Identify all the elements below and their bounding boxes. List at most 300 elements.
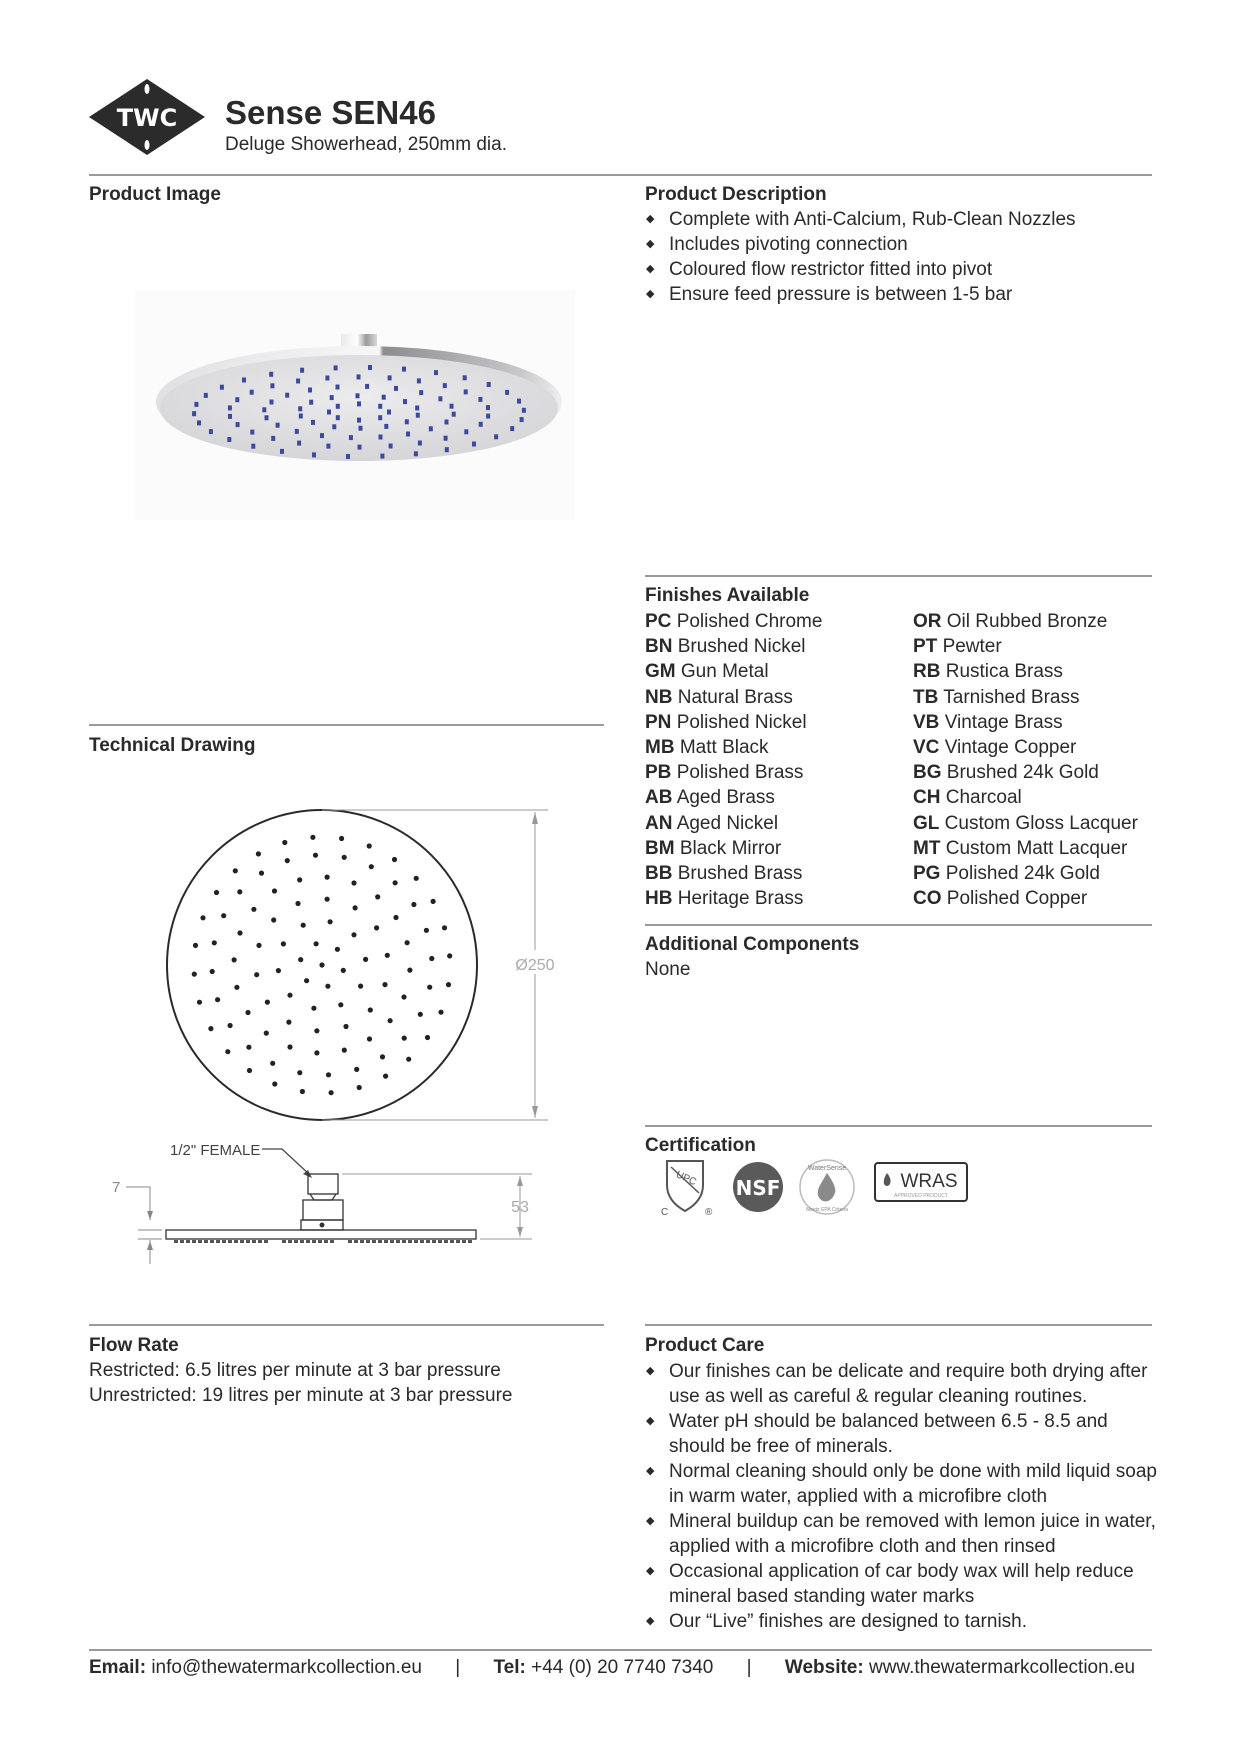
email-label: Email: <box>89 1657 147 1678</box>
nozzle-hole <box>228 1023 233 1028</box>
nozzle <box>472 442 476 447</box>
wras-sub: APPROVED PRODUCT <box>894 1193 948 1199</box>
nozzle <box>358 445 362 450</box>
finish-name: Vintage Copper <box>944 737 1077 759</box>
nozzle <box>280 449 284 454</box>
nozzle <box>380 454 384 459</box>
nozzle <box>297 441 301 446</box>
nozzle-hole <box>221 913 226 918</box>
nozzle <box>270 383 274 388</box>
side-nozzle <box>414 1240 418 1243</box>
side-nozzle <box>402 1240 406 1243</box>
finish-code: PT <box>913 636 938 658</box>
finish-name: Vintage Brass <box>944 711 1063 733</box>
nozzle-hole <box>374 925 379 930</box>
finish-item <box>645 861 822 886</box>
nozzle <box>276 423 280 428</box>
nozzle <box>357 374 361 379</box>
nozzle <box>269 372 273 377</box>
nozzle <box>197 420 201 425</box>
nozzle <box>434 370 438 375</box>
finish-code: HB <box>645 888 673 910</box>
side-nozzle <box>294 1240 298 1243</box>
finish-code: PG <box>913 863 941 885</box>
nozzle-hole <box>304 978 309 983</box>
nozzle-hole <box>215 997 220 1002</box>
finish-item <box>645 811 822 836</box>
diameter-label: Ø250 <box>515 957 555 974</box>
additional-components-value: None <box>645 959 691 980</box>
nozzle-hole <box>271 917 276 922</box>
nozzle-hole <box>212 940 217 945</box>
nozzle-hole <box>237 930 242 935</box>
finish-item <box>913 836 1138 861</box>
nozzle <box>357 418 361 423</box>
brand-logo <box>88 78 206 156</box>
side-nozzle <box>228 1240 232 1243</box>
finish-item <box>645 659 822 684</box>
side-nozzle <box>252 1240 256 1243</box>
finish-code: PN <box>645 711 672 733</box>
finish-item <box>645 886 822 911</box>
side-nozzle <box>348 1240 352 1243</box>
nozzle <box>326 444 330 449</box>
nozzle-hole <box>297 877 302 882</box>
section-heading-product-care: Product Care <box>645 1335 765 1356</box>
nozzle <box>486 405 490 410</box>
nozzle-hole <box>297 1070 302 1075</box>
side-nozzle <box>180 1240 184 1243</box>
nozzle-hole <box>329 1090 334 1095</box>
nozzle <box>378 415 382 420</box>
finish-name: Custom Gloss Lacquer <box>944 812 1138 834</box>
page-title: Sense SEN46 <box>225 94 436 131</box>
showerhead-photo <box>135 290 575 520</box>
side-nozzle <box>234 1240 238 1243</box>
nozzle <box>452 412 456 417</box>
nozzle <box>336 404 340 409</box>
nozzle <box>445 447 449 452</box>
nozzle-hole <box>200 915 205 920</box>
certification-logos-svg <box>655 1157 975 1217</box>
nozzle <box>505 390 509 395</box>
finish-name: Polished Chrome <box>676 611 823 632</box>
nozzle-hole <box>325 897 330 902</box>
nozzle-hole <box>319 962 324 967</box>
nozzle <box>349 435 353 440</box>
section-heading-product-image: Product Image <box>89 184 221 205</box>
nozzle-hole <box>246 1045 251 1050</box>
nozzle <box>227 437 231 442</box>
page-subtitle: Deluge Showerhead, 250mm dia. <box>225 134 508 155</box>
nozzle-hole <box>367 1036 372 1041</box>
side-nozzle <box>318 1240 322 1243</box>
nozzle <box>299 414 303 419</box>
section-heading-product-description: Product Description <box>645 184 827 205</box>
tel-label: Tel: <box>493 1657 526 1678</box>
finish-item <box>645 760 822 785</box>
side-nozzle <box>216 1240 220 1243</box>
side-nozzle <box>258 1240 262 1243</box>
finish-code: BM <box>645 837 675 859</box>
nozzle-hole <box>425 1035 430 1040</box>
nozzle-hole <box>237 889 242 894</box>
finish-code: CO <box>913 888 942 910</box>
care-item: ◆ Occasional application of car body wax will help reduce mineral based standing water marks <box>645 1559 1160 1609</box>
side-nozzle <box>198 1240 202 1243</box>
side-nozzle <box>408 1240 412 1243</box>
finish-item <box>913 634 1138 659</box>
nozzle <box>517 399 521 404</box>
nozzle-hole <box>300 1089 305 1094</box>
side-nozzle <box>288 1240 292 1243</box>
upc-icon <box>661 1161 713 1217</box>
nozzle <box>336 385 340 390</box>
nsf-text: NSF <box>735 1176 781 1200</box>
nozzle-hole <box>338 1002 343 1007</box>
nozzle <box>429 426 433 431</box>
nozzle <box>327 410 331 415</box>
side-nozzle <box>378 1240 382 1243</box>
finish-name: Polished 24k Gold <box>945 863 1100 885</box>
finish-code: NB <box>645 686 673 708</box>
finish-code: MB <box>645 737 675 759</box>
nozzle-hole <box>447 953 452 958</box>
finish-item <box>913 886 1138 911</box>
section-heading-additional-components: Additional Components <box>645 934 860 955</box>
nozzle-hole <box>265 1000 270 1005</box>
finish-code: RB <box>913 661 941 683</box>
side-nozzle <box>300 1240 304 1243</box>
care-item: ◆ Our “Live” finishes are designed to tarnish. <box>645 1609 1160 1634</box>
finish-name: Brushed Nickel <box>677 636 806 658</box>
side-nozzle <box>174 1240 178 1243</box>
finish-item <box>645 785 822 810</box>
care-item: ◆ Mineral buildup can be removed with lemon juice in water, applied with a microfibre cloth and then rinsed <box>645 1509 1160 1559</box>
nozzle-hole <box>285 858 290 863</box>
nozzle-hole <box>193 943 198 948</box>
watersense-top: WaterSense <box>807 1165 847 1172</box>
nozzle-hole <box>314 1050 319 1055</box>
nozzle <box>228 414 232 419</box>
product-image <box>135 290 575 520</box>
nozzle-hole <box>342 1048 347 1053</box>
description-list <box>645 207 1155 307</box>
nozzle <box>220 385 224 390</box>
nozzle-hole <box>342 855 347 860</box>
nozzle <box>417 378 421 383</box>
finishes-list-right <box>913 609 1138 911</box>
nozzle-hole <box>270 1061 275 1066</box>
nozzle <box>419 390 423 395</box>
nozzle-hole <box>287 993 292 998</box>
nozzle-hole <box>325 984 330 989</box>
side-nozzle <box>282 1240 286 1243</box>
side-nozzle <box>468 1240 472 1243</box>
nozzle-hole <box>264 1031 269 1036</box>
nozzle-hole <box>351 932 356 937</box>
upc-text: UPC <box>674 1169 698 1189</box>
email-link[interactable]: info@thewatermarkcollection.eu <box>151 1657 422 1678</box>
nozzle-hole <box>287 1044 292 1049</box>
section-heading-finishes: Finishes Available <box>645 585 810 606</box>
nozzle-hole <box>339 836 344 841</box>
nozzle-hole <box>392 857 397 862</box>
finish-item <box>913 785 1138 810</box>
wras-icon <box>875 1163 967 1201</box>
nozzle <box>415 406 419 411</box>
side-nozzle <box>426 1240 430 1243</box>
nozzle <box>382 395 386 400</box>
nozzle-hole <box>431 899 436 904</box>
nozzle <box>309 400 313 405</box>
nozzle-hole <box>411 902 416 907</box>
nozzle <box>300 368 304 373</box>
nozzle-hole <box>388 1018 393 1023</box>
finish-name: Brushed Brass <box>677 863 803 885</box>
finish-code: GL <box>913 812 940 834</box>
nozzle <box>250 390 254 395</box>
finish-name: Polished Nickel <box>676 711 807 733</box>
nozzle <box>510 426 514 431</box>
nozzle <box>298 406 302 411</box>
care-item: ◆ Our finishes can be delicate and require both drying after use as well as careful & regular cleaning routines. <box>645 1359 1160 1409</box>
nozzle-hole <box>351 880 356 885</box>
tel-link[interactable]: +44 (0) 20 7740 7340 <box>531 1657 714 1678</box>
nozzle-hole <box>393 915 398 920</box>
nozzle-hole <box>214 890 219 895</box>
description-item: ◆ Ensure feed pressure is between 1-5 bar <box>645 282 1155 307</box>
finish-name: Oil Rubbed Bronze <box>946 611 1108 632</box>
side-nozzle <box>204 1240 208 1243</box>
additional-components-divider <box>645 924 1152 926</box>
nozzle-hole <box>414 876 419 881</box>
finish-code: BN <box>645 636 673 658</box>
nozzle-hole <box>375 894 380 899</box>
finish-name: Rustica Brass <box>945 661 1063 683</box>
nozzle <box>357 401 361 406</box>
nozzle-hole <box>233 868 238 873</box>
nozzle-hole <box>325 875 330 880</box>
nozzle <box>384 424 388 429</box>
nozzle-hole <box>401 994 406 999</box>
side-nozzle <box>432 1240 436 1243</box>
side-nozzle <box>396 1240 400 1243</box>
website-link[interactable]: www.thewatermarkcollection.eu <box>868 1657 1136 1678</box>
nozzle-hole <box>393 880 398 885</box>
nozzle <box>336 415 340 420</box>
logo-text: TWC <box>116 104 178 132</box>
nozzle <box>494 434 498 439</box>
side-nozzle <box>210 1240 214 1243</box>
side-nozzle <box>384 1240 388 1243</box>
nozzle-hole <box>295 901 300 906</box>
nozzle <box>388 375 392 380</box>
nozzle <box>228 405 232 410</box>
nozzle-hole <box>256 851 261 856</box>
section-heading-certification: Certification <box>645 1135 756 1156</box>
side-nozzle <box>366 1240 370 1243</box>
nozzle-hole <box>438 1010 443 1015</box>
finish-item <box>913 861 1138 886</box>
nozzle <box>416 413 420 418</box>
nozzle <box>346 454 350 459</box>
technical-drawing-svg <box>100 790 580 1280</box>
finish-name: Polished Copper <box>946 888 1088 910</box>
nozzle-hole <box>357 1085 362 1090</box>
nozzle-hole <box>380 1054 385 1059</box>
nozzle <box>251 444 255 449</box>
nozzle-hole <box>358 984 363 989</box>
nozzle-hole <box>298 957 303 962</box>
nsf-icon <box>733 1162 783 1212</box>
nozzle-hole <box>442 925 447 930</box>
nozzle-hole <box>282 840 287 845</box>
finish-name: Brushed 24k Gold <box>946 762 1099 784</box>
finish-item <box>913 609 1138 634</box>
nozzle-hole <box>210 969 215 974</box>
finish-name: Polished Brass <box>676 762 804 784</box>
finish-item <box>913 735 1138 760</box>
side-nozzle <box>312 1240 316 1243</box>
footer-contact <box>89 1657 1135 1679</box>
nozzle <box>209 429 213 434</box>
flow-rate-divider <box>89 1324 604 1326</box>
side-nozzle <box>390 1240 394 1243</box>
finish-item <box>913 760 1138 785</box>
technical-drawing-divider <box>89 724 604 726</box>
side-nozzle <box>420 1240 424 1243</box>
footer-divider <box>89 1649 1152 1651</box>
finish-name: Custom Matt Lacquer <box>945 837 1128 859</box>
nozzle-hole <box>427 985 432 990</box>
finish-name: Aged Brass <box>676 787 775 809</box>
nozzle-hole <box>232 957 237 962</box>
footer-separator: | <box>455 1657 461 1678</box>
nozzle <box>295 429 299 434</box>
finish-code: GM <box>645 661 676 683</box>
nozzle <box>405 419 409 424</box>
nozzle <box>312 452 316 457</box>
finish-code: CH <box>913 787 941 809</box>
nozzle <box>356 393 360 398</box>
nozzle <box>192 411 196 416</box>
nozzle-hole <box>254 972 259 977</box>
side-nozzle <box>360 1240 364 1243</box>
thickness-label: 7 <box>112 1179 121 1196</box>
product-care-list <box>645 1359 1160 1634</box>
finishes-divider <box>645 575 1152 577</box>
nozzle <box>486 414 490 419</box>
nozzle <box>463 375 467 380</box>
side-nozzle <box>438 1240 442 1243</box>
nozzle <box>520 417 524 422</box>
nozzle <box>236 422 240 427</box>
flow-rate-unrestricted: Unrestricted: 19 litres per minute at 3 bar pressure <box>89 1385 513 1406</box>
nozzle <box>262 407 266 412</box>
nozzle <box>204 393 208 398</box>
nozzle-hole <box>343 1024 348 1029</box>
nozzle-hole <box>272 1081 277 1086</box>
nozzle <box>265 415 269 420</box>
nozzle <box>365 384 369 389</box>
nozzle-hole <box>367 843 372 848</box>
nozzle <box>332 424 336 429</box>
side-nozzle <box>456 1240 460 1243</box>
finishes-list-left <box>645 609 822 911</box>
nozzle-hole <box>234 985 239 990</box>
nozzle-hole <box>446 982 451 987</box>
finish-item <box>645 685 822 710</box>
finish-name: Matt Black <box>679 737 769 759</box>
nozzle-hole <box>383 1074 388 1079</box>
finish-item <box>645 609 822 634</box>
nozzle <box>418 441 422 446</box>
nozzle <box>378 404 382 409</box>
section-heading-flow-rate: Flow Rate <box>89 1335 179 1356</box>
finish-code: BB <box>645 863 673 885</box>
side-nozzle <box>246 1240 250 1243</box>
nozzle <box>242 378 246 383</box>
description-item: ◆ Complete with Anti-Calcium, Rub-Clean Nozzles <box>645 207 1155 232</box>
description-item: ◆ Coloured flow restrictor fitted into pivot <box>645 257 1155 282</box>
finish-name: Gun Metal <box>680 661 769 683</box>
nozzle-hole <box>368 1007 373 1012</box>
finish-item <box>645 735 822 760</box>
watersense-icon <box>800 1160 854 1214</box>
side-nozzle <box>330 1240 334 1243</box>
finish-name: Heritage Brass <box>677 888 804 910</box>
finish-name: Natural Brass <box>677 686 793 708</box>
nozzle <box>389 444 393 449</box>
care-item: ◆ Normal cleaning should only be done with mild liquid soap in warm water, applied with a microfibre cloth <box>645 1459 1160 1509</box>
description-item: ◆ Includes pivoting connection <box>645 232 1155 257</box>
nozzle <box>479 422 483 427</box>
plan-view <box>167 810 560 1120</box>
twc-diamond-icon <box>88 78 206 156</box>
nozzle <box>250 430 254 435</box>
side-nozzle <box>450 1240 454 1243</box>
height-label: 53 <box>511 1199 529 1216</box>
nozzle <box>443 383 447 388</box>
upc-c: C <box>661 1207 669 1217</box>
nozzle <box>334 365 338 370</box>
side-nozzle <box>324 1240 328 1243</box>
finish-code: OR <box>913 611 942 632</box>
nozzle-hole <box>402 1036 407 1041</box>
finish-name: Black Mirror <box>679 837 782 859</box>
nozzle <box>444 436 448 441</box>
nozzle-hole <box>208 1026 213 1031</box>
nozzle <box>296 379 300 384</box>
nozzle <box>359 426 363 431</box>
nozzle <box>394 386 398 391</box>
nozzle-hole <box>429 956 434 961</box>
nozzle <box>522 408 526 413</box>
finish-item <box>913 710 1138 735</box>
nozzle <box>406 432 410 437</box>
certification-logos <box>655 1157 975 1217</box>
nozzle-hole <box>424 928 429 933</box>
nozzle-hole <box>251 907 256 912</box>
nozzle <box>194 402 198 407</box>
finish-item <box>645 710 822 735</box>
nozzle <box>403 399 407 404</box>
technical-drawing <box>100 790 580 1280</box>
nozzle-hole <box>286 1020 291 1025</box>
nozzle <box>487 382 491 387</box>
nozzle-hole <box>314 941 319 946</box>
